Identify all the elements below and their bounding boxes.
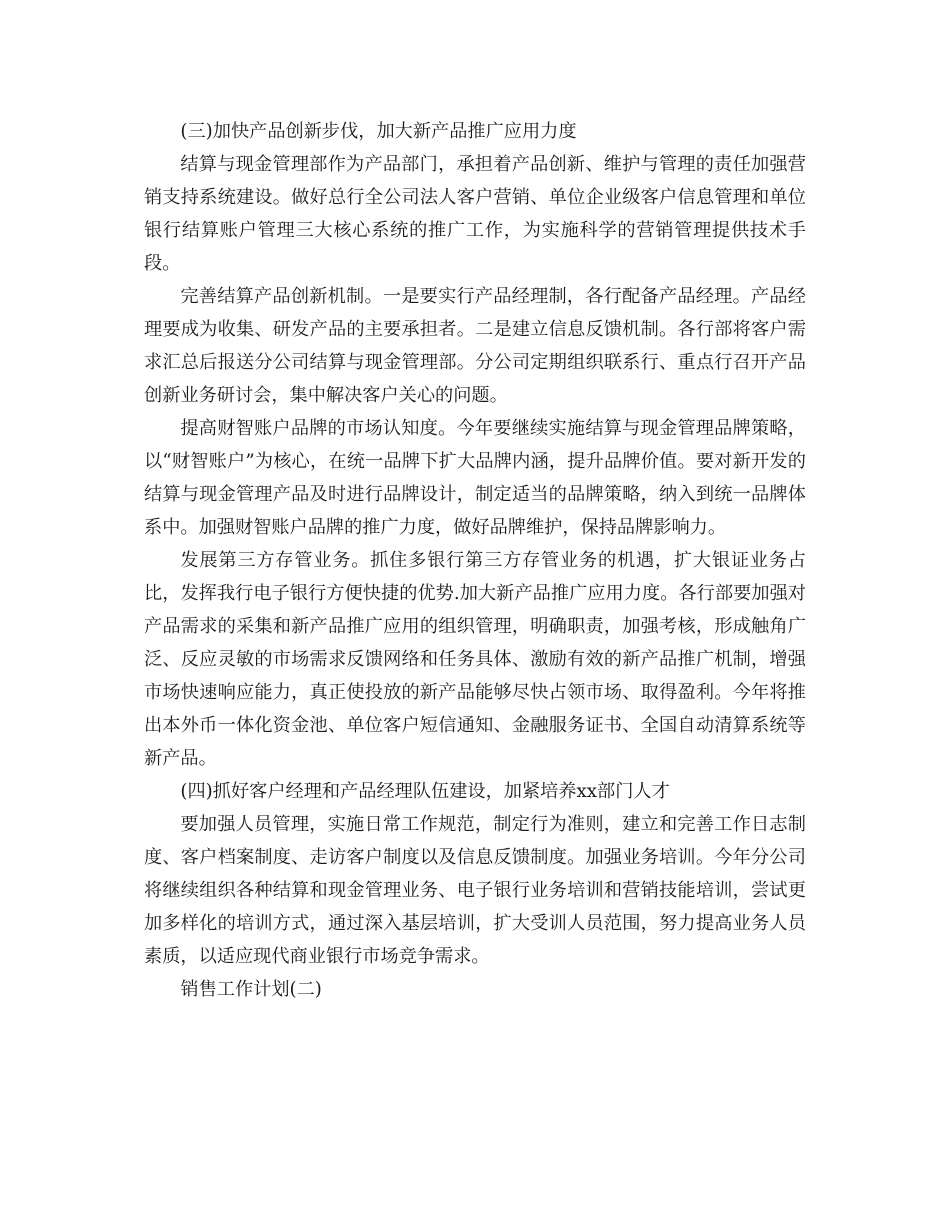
- paragraph-settlement-dept: 结算与现金管理部作为产品部门，承担着产品创新、维护与管理的责任加强营销支持系统建设。做好总行全公司法人客户营销、单位企业级客户信息管理和单位银行结算账户管理三大核心系统的推广工作，为实施科学的营销管理提供技术手段。: [144, 154, 806, 274]
- paragraph-innovation-mechanism: 完善结算产品创新机制。一是要实行产品经理制，各行配备产品经理。产品经理要成为收集、研发产品的主要承担者。二是建立信息反馈机制。各行部将客户需求汇总后报送分公司结算与现金管理部。分公司定期组织联系行、重点行召开产品创新业务研讨会，集中解决客户关心的问题。: [144, 286, 806, 406]
- section-title-sales-plan-2: 销售工作计划(二): [180, 979, 322, 1000]
- document-body: [144, 115, 806, 1006]
- paragraph-third-party-custody: 发展第三方存管业务。抓住多银行第三方存管业务的机遇，扩大银证业务占比，发挥我行电子银行方便快捷的优势.加大新产品推广应用力度。各行部要加强对产品需求的采集和新产品推广应用的组织管理，明确职责，加强考核，形成触角广泛、反应灵敏的市场需求反馈网络和任务具体、激励有效的新产品推广机制，增强市场快速响应能力，真正使投放的新产品能够尽快占领市场、取得盈利。今年将推出本外币一体化资金池、单位客户短信通知、金融服务证书、全国自动清算系统等新产品。: [144, 550, 806, 769]
- paragraph-staff-management: 要加强人员管理，实施日常工作规范，制定行为准则，建立和完善工作日志制度、客户档案制度、走访客户制度以及信息反馈制度。加强业务培训。今年分公司将继续组织各种结算和现金管理业务、电子银行业务培训和营销技能培训，尝试更加多样化的培训方式，通过深入基层培训，扩大受训人员范围，努力提高业务人员素质，以适应现代商业银行市场竞争需求。: [144, 814, 806, 967]
- paragraph-brand-awareness: 提高财智账户品牌的市场认知度。今年要继续实施结算与现金管理品牌策略，以“财智账户”为核心，在统一品牌下扩大品牌内涵，提升品牌价值。要对新开发的结算与现金管理产品及时进行品牌设计，制定适当的品牌策略，纳入到统一品牌体系中。加强财智账户品牌的推广力度，做好品牌维护，保持品牌影响力。: [144, 418, 806, 538]
- section-heading-3: (三)加快产品创新步伐，加大新产品推广应用力度: [180, 121, 577, 142]
- section-heading-4: (四)抓好客户经理和产品经理队伍建设，加紧培养xx部门人才: [180, 781, 670, 802]
